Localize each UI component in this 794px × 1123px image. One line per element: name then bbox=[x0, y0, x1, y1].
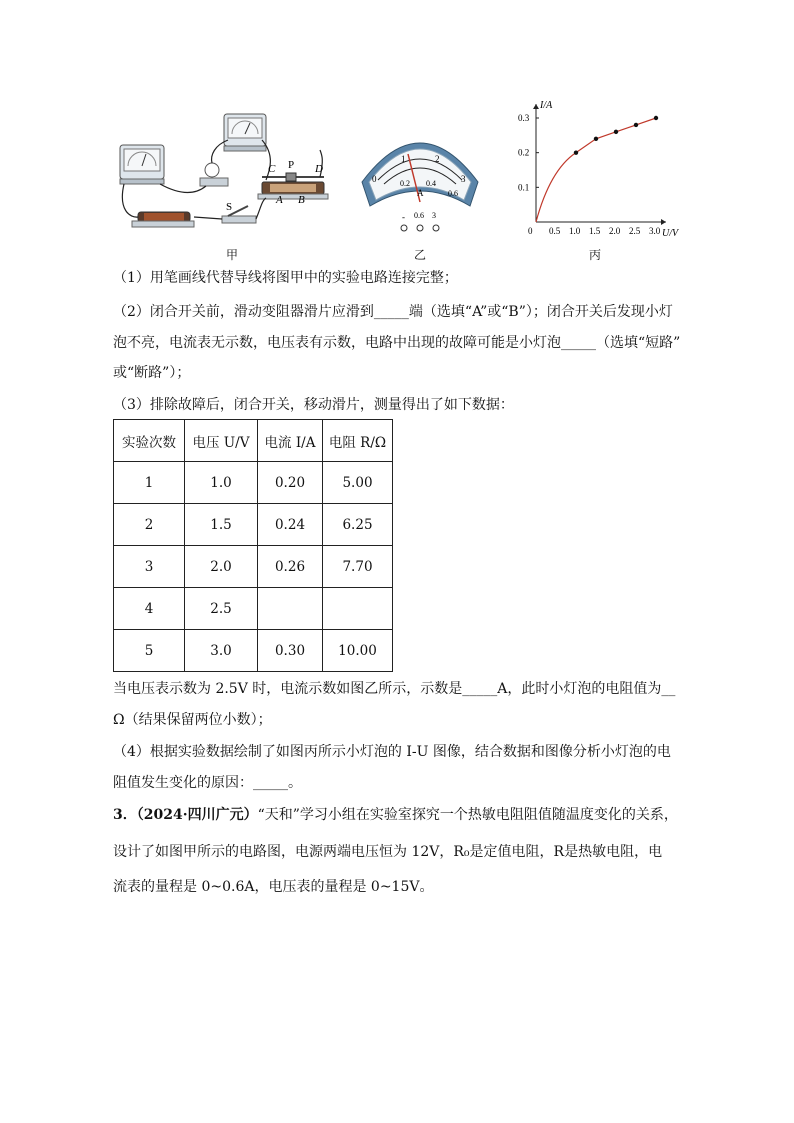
caption-yi: 乙 bbox=[414, 248, 427, 262]
table-cell: 7.70 bbox=[323, 546, 393, 588]
table-cell: 2.5 bbox=[185, 588, 258, 630]
table-cell: 1 bbox=[114, 462, 185, 504]
table-cell: 5 bbox=[114, 630, 185, 672]
header-cell: 电压 U/V bbox=[185, 420, 258, 462]
x-tick-label: 0 bbox=[528, 226, 533, 236]
table-row bbox=[114, 588, 393, 630]
table-cell: 0.26 bbox=[258, 546, 323, 588]
label-D: D bbox=[315, 163, 323, 175]
x-tick-label: 2.0 bbox=[609, 226, 621, 236]
question-1: （1）用笔画线代替导线将图甲中的实验电路连接完整； bbox=[113, 270, 458, 286]
dial-unit: A bbox=[417, 188, 424, 198]
table-cell: 10.00 bbox=[323, 630, 393, 672]
iu-chart bbox=[510, 96, 680, 242]
table-row bbox=[114, 504, 393, 546]
question-2-line-2: 泡不亮，电流表无示数，电压表有示数，电路中出现的故障可能是小灯泡_____（选填“短路” bbox=[113, 335, 681, 351]
header-cell: 电流 I/A bbox=[258, 420, 323, 462]
table-cell: 4 bbox=[114, 588, 185, 630]
question-2-line-1: （2）闭合开关前，滑动变阻器滑片应滑到_____端（选填“A”或“B”）；闭合开关后发现小灯 bbox=[113, 304, 673, 320]
x-tick-label: 3.0 bbox=[649, 226, 661, 236]
problem-3-line-3: 流表的量程是 0~0.6A，电压表的量程是 0~15V。 bbox=[113, 879, 434, 895]
x-tick-label: 1.5 bbox=[589, 226, 601, 236]
data-point bbox=[574, 150, 578, 154]
y-axis-arrow bbox=[533, 104, 539, 109]
table-row bbox=[114, 630, 393, 672]
table-cell: 1.0 bbox=[185, 462, 258, 504]
table-cell: 0.30 bbox=[258, 630, 323, 672]
table-cell: 5.00 bbox=[323, 462, 393, 504]
y-tick-label: 0.3 bbox=[518, 113, 530, 123]
problem-3-line-2: 设计了如图甲所示的电路图，电源两端电压恒为 12V，R₀是定值电阻，R是热敏电阻，电 bbox=[113, 844, 663, 860]
y-tick-label: 0.2 bbox=[518, 147, 530, 158]
table-cell: 3.0 bbox=[185, 630, 258, 672]
table-cell bbox=[258, 588, 323, 630]
x-axis-label: U/V bbox=[662, 228, 679, 239]
terminal-3: 3 bbox=[432, 211, 436, 220]
problem-3-line-1 bbox=[113, 805, 678, 825]
header-cell: 电阻 R/Ω bbox=[323, 420, 393, 462]
y-tick-label: 0.1 bbox=[518, 182, 530, 193]
dial-bottom-02: 0.2 bbox=[400, 179, 410, 188]
after-table-line-1: 当电压表示数为 2.5V 时，电流示数如图乙所示，示数是_____A，此时小灯泡的电阻值为__ bbox=[113, 681, 676, 697]
table-cell: 2.0 bbox=[185, 546, 258, 588]
data-point bbox=[654, 116, 658, 120]
caption-jia: 甲 bbox=[226, 248, 239, 262]
caption-bing: 丙 bbox=[589, 248, 602, 262]
label-P: P bbox=[288, 159, 295, 171]
y-axis-label: I/A bbox=[540, 100, 553, 111]
x-tick-label: 2.5 bbox=[629, 226, 641, 236]
ammeter-device bbox=[120, 145, 164, 184]
iu-curve bbox=[536, 118, 656, 222]
dial-top-2: 2 bbox=[435, 154, 440, 164]
data-table bbox=[113, 419, 393, 672]
table-row bbox=[114, 462, 393, 504]
dial-top-3: 3 bbox=[461, 174, 466, 184]
table-cell: 1.5 bbox=[185, 504, 258, 546]
lamp-device bbox=[200, 163, 228, 186]
label-B: B bbox=[298, 194, 305, 206]
data-point bbox=[634, 123, 638, 127]
question-4-line-2: 阻值发生变化的原因：_____。 bbox=[113, 775, 302, 791]
circuit-figure bbox=[110, 100, 350, 240]
table-cell: 0.24 bbox=[258, 504, 323, 546]
voltmeter-device bbox=[224, 114, 266, 151]
header-cell: 实验次数 bbox=[114, 420, 185, 462]
table-cell: 6.25 bbox=[323, 504, 393, 546]
x-tick-label: 1.0 bbox=[569, 226, 581, 236]
battery-device bbox=[132, 212, 194, 227]
problem-3-intro: “天和”学习小组在实验室探究一个热敏电阻阻值随温度变化的关系， bbox=[257, 807, 678, 823]
data-point bbox=[614, 130, 618, 134]
terminal-06: 0.6 bbox=[414, 211, 424, 220]
label-C: C bbox=[268, 163, 276, 175]
terminal-minus: - bbox=[402, 212, 405, 222]
ammeter-dial-figure bbox=[356, 124, 484, 236]
table-cell: 0.20 bbox=[258, 462, 323, 504]
label-S: S bbox=[226, 201, 233, 213]
rheostat-device bbox=[258, 173, 328, 199]
dial-bottom-06: 0.6 bbox=[448, 189, 458, 198]
question-2-line-3: 或“断路”）； bbox=[113, 365, 191, 381]
dial-top-0: 0 bbox=[372, 174, 377, 184]
table-row bbox=[114, 546, 393, 588]
question-4-line-1: （4）根据实验数据绘制了如图丙所示小灯泡的 I-U 图像，结合数据和图像分析小灯泡的电 bbox=[113, 744, 671, 760]
data-point bbox=[594, 137, 598, 141]
table-cell: 2 bbox=[114, 504, 185, 546]
dial-bottom-04: 0.4 bbox=[426, 179, 436, 188]
question-3: （3）排除故障后，闭合开关，移动滑片，测量得出了如下数据： bbox=[113, 397, 514, 413]
table-header-row bbox=[114, 420, 393, 462]
after-table-line-2: Ω（结果保留两位小数）； bbox=[113, 712, 272, 728]
label-A: A bbox=[276, 194, 283, 206]
table-cell bbox=[323, 588, 393, 630]
table-cell: 3 bbox=[114, 546, 185, 588]
x-axis-arrow bbox=[661, 219, 666, 225]
problem-3-source: 3．（2024·四川广元） bbox=[113, 807, 258, 823]
x-tick-label: 0.5 bbox=[549, 226, 561, 236]
dial-top-1: 1 bbox=[401, 154, 406, 164]
